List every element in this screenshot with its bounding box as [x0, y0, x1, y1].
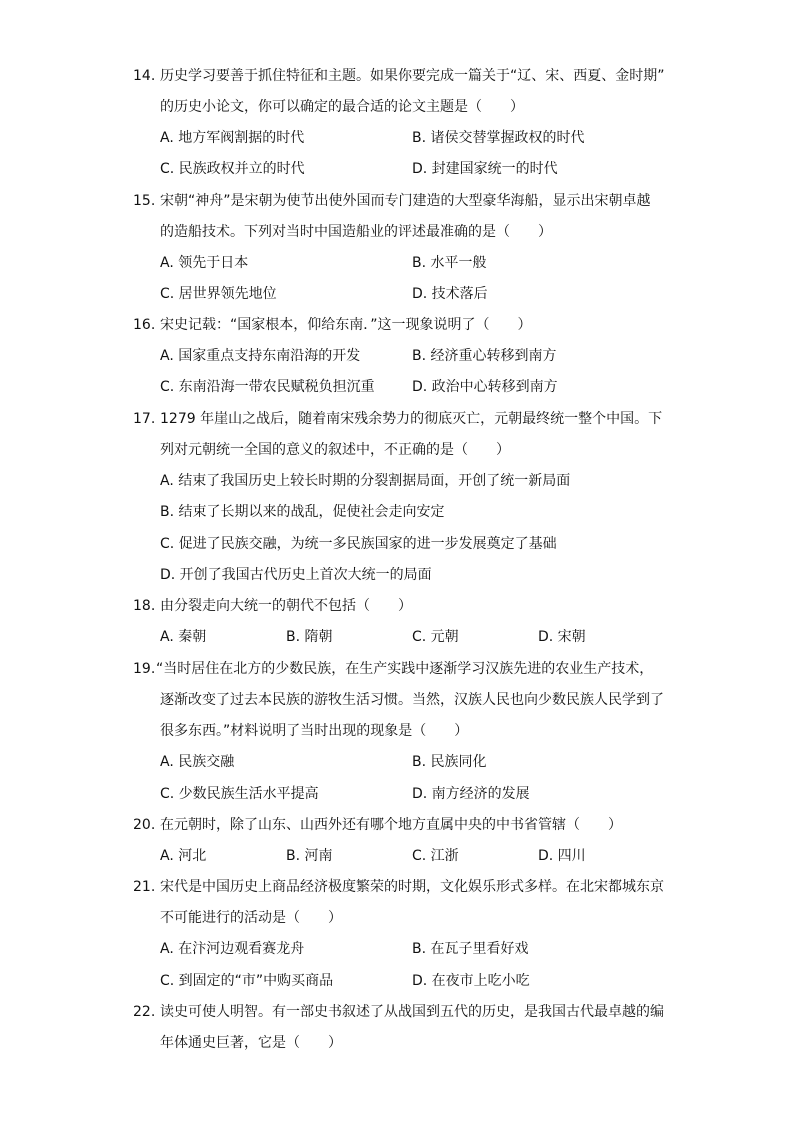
question-number: 19.	[133, 661, 156, 677]
option-b: B. 河南	[286, 848, 333, 864]
option-b: B. 水平一般	[412, 255, 487, 271]
option-d: D. 技术落后	[412, 286, 488, 302]
question-18	[0, 596, 794, 616]
question-stem-line: 逐渐改变了过去本民族的游牧生活习惯。当然，汉族人民也向少数民族人民学到了	[160, 692, 664, 708]
question-20	[0, 815, 794, 835]
option-a: A. 在汴河边观看赛龙舟	[160, 941, 305, 957]
question-number: 22.	[133, 1004, 156, 1020]
question-stem-line: 历史学习要善于抓住特征和主题。如果你要完成一篇关于“辽、宋、西夏、金时期”	[160, 68, 665, 84]
question-stem-line: 的历史小论文，你可以确定的最合适的论文主题是（ ）	[160, 99, 524, 115]
question-number: 16.	[133, 317, 156, 333]
question-22	[0, 1002, 794, 1022]
question-stem-line: “当时居住在北方的少数民族，在生产实践中逐渐学习汉族先进的农业生产技术，	[156, 661, 654, 677]
option-b: B. 在瓦子里看好戏	[412, 941, 529, 957]
option-d: D. 封建国家统一的时代	[412, 161, 558, 177]
question-stem-line: 很多东西。”材料说明了当时出现的现象是（ ）	[160, 723, 469, 739]
question-number: 17.	[133, 411, 156, 427]
option-c: C. 促进了民族交融，为统一多民族国家的进一步发展奠定了基础	[160, 536, 557, 552]
option-d: D. 宋朝	[538, 629, 586, 645]
question-14	[0, 66, 794, 86]
option-b: B. 民族同化	[412, 754, 487, 770]
option-d: D. 政治中心转移到南方	[412, 379, 558, 395]
question-16	[0, 315, 794, 335]
option-c: C. 居世界领先地位	[160, 286, 277, 302]
option-b: B. 结束了长期以来的战乱，促使社会走向安定	[160, 504, 445, 520]
option-a: A. 秦朝	[160, 629, 207, 645]
option-a: A. 河北	[160, 848, 207, 864]
option-c: C. 民族政权并立的时代	[160, 161, 305, 177]
option-d: D. 南方经济的发展	[412, 786, 530, 802]
option-c: C. 元朝	[412, 629, 459, 645]
question-stem-line: 年体通史巨著，它是（ ）	[160, 1035, 342, 1051]
option-c: C. 到固定的“市”中购买商品	[160, 973, 334, 989]
question-stem-line: 宋朝“神舟”是宋朝为使节出使外国而专门建造的大型豪华海船，显示出宋朝卓越	[160, 193, 651, 209]
question-number: 14.	[133, 68, 156, 84]
option-a: A. 结束了我国历史上较长时期的分裂割据局面，开创了统一新局面	[160, 473, 571, 489]
question-number: 20.	[133, 817, 156, 833]
option-a: A. 民族交融	[160, 754, 235, 770]
question-19	[0, 659, 794, 679]
question-stem-line: 宋史记载：“国家根本，仰给东南．”这一现象说明了（ ）	[160, 317, 532, 333]
option-b: B. 经济重心转移到南方	[412, 348, 557, 364]
option-c: C. 少数民族生活水平提高	[160, 786, 319, 802]
option-d: D. 四川	[538, 848, 586, 864]
option-c: C. 东南沿海一带农民赋税负担沉重	[160, 379, 375, 395]
option-b: B. 诸侯交替掌握政权的时代	[412, 130, 585, 146]
question-number: 15.	[133, 193, 156, 209]
question-stem-line: 的造船技术。下列对当时中国造船业的评述最准确的是（ ）	[160, 224, 552, 240]
question-21	[0, 877, 794, 897]
question-stem-line: 在元朝时，除了山东、山西外还有哪个地方直属中央的中书省管辖（ ）	[160, 817, 622, 833]
question-stem-line: 读史可使人明智。有一部史书叙述了从战国到五代的历史，是我国古代最卓越的编	[160, 1004, 664, 1020]
option-b: B. 隋朝	[286, 629, 333, 645]
option-d: D. 在夜市上吃小吃	[412, 973, 530, 989]
option-a: A. 领先于日本	[160, 255, 249, 271]
question-15	[0, 191, 794, 211]
option-a: A. 国家重点支持东南沿海的开发	[160, 348, 361, 364]
option-a: A. 地方军阀割据的时代	[160, 130, 305, 146]
question-stem-line: 宋代是中国历史上商品经济极度繁荣的时期，文化娱乐形式多样。在北宋都城东京	[160, 879, 664, 895]
option-c: C. 江浙	[412, 848, 459, 864]
question-stem-line: 列对元朝统一全国的意义的叙述中，不正确的是（ ）	[160, 442, 510, 458]
question-stem-line: 1279 年崖山之战后，随着南宋残余势力的彻底灭亡，元朝最终统一整个中国。下	[160, 411, 663, 427]
question-17	[0, 409, 794, 429]
question-stem-line: 不可能进行的活动是（ ）	[160, 910, 342, 926]
question-stem-line: 由分裂走向大统一的朝代不包括（ ）	[160, 598, 412, 614]
question-number: 18.	[133, 598, 156, 614]
question-number: 21.	[133, 879, 156, 895]
option-d: D. 开创了我国古代历史上首次大统一的局面	[160, 567, 432, 583]
